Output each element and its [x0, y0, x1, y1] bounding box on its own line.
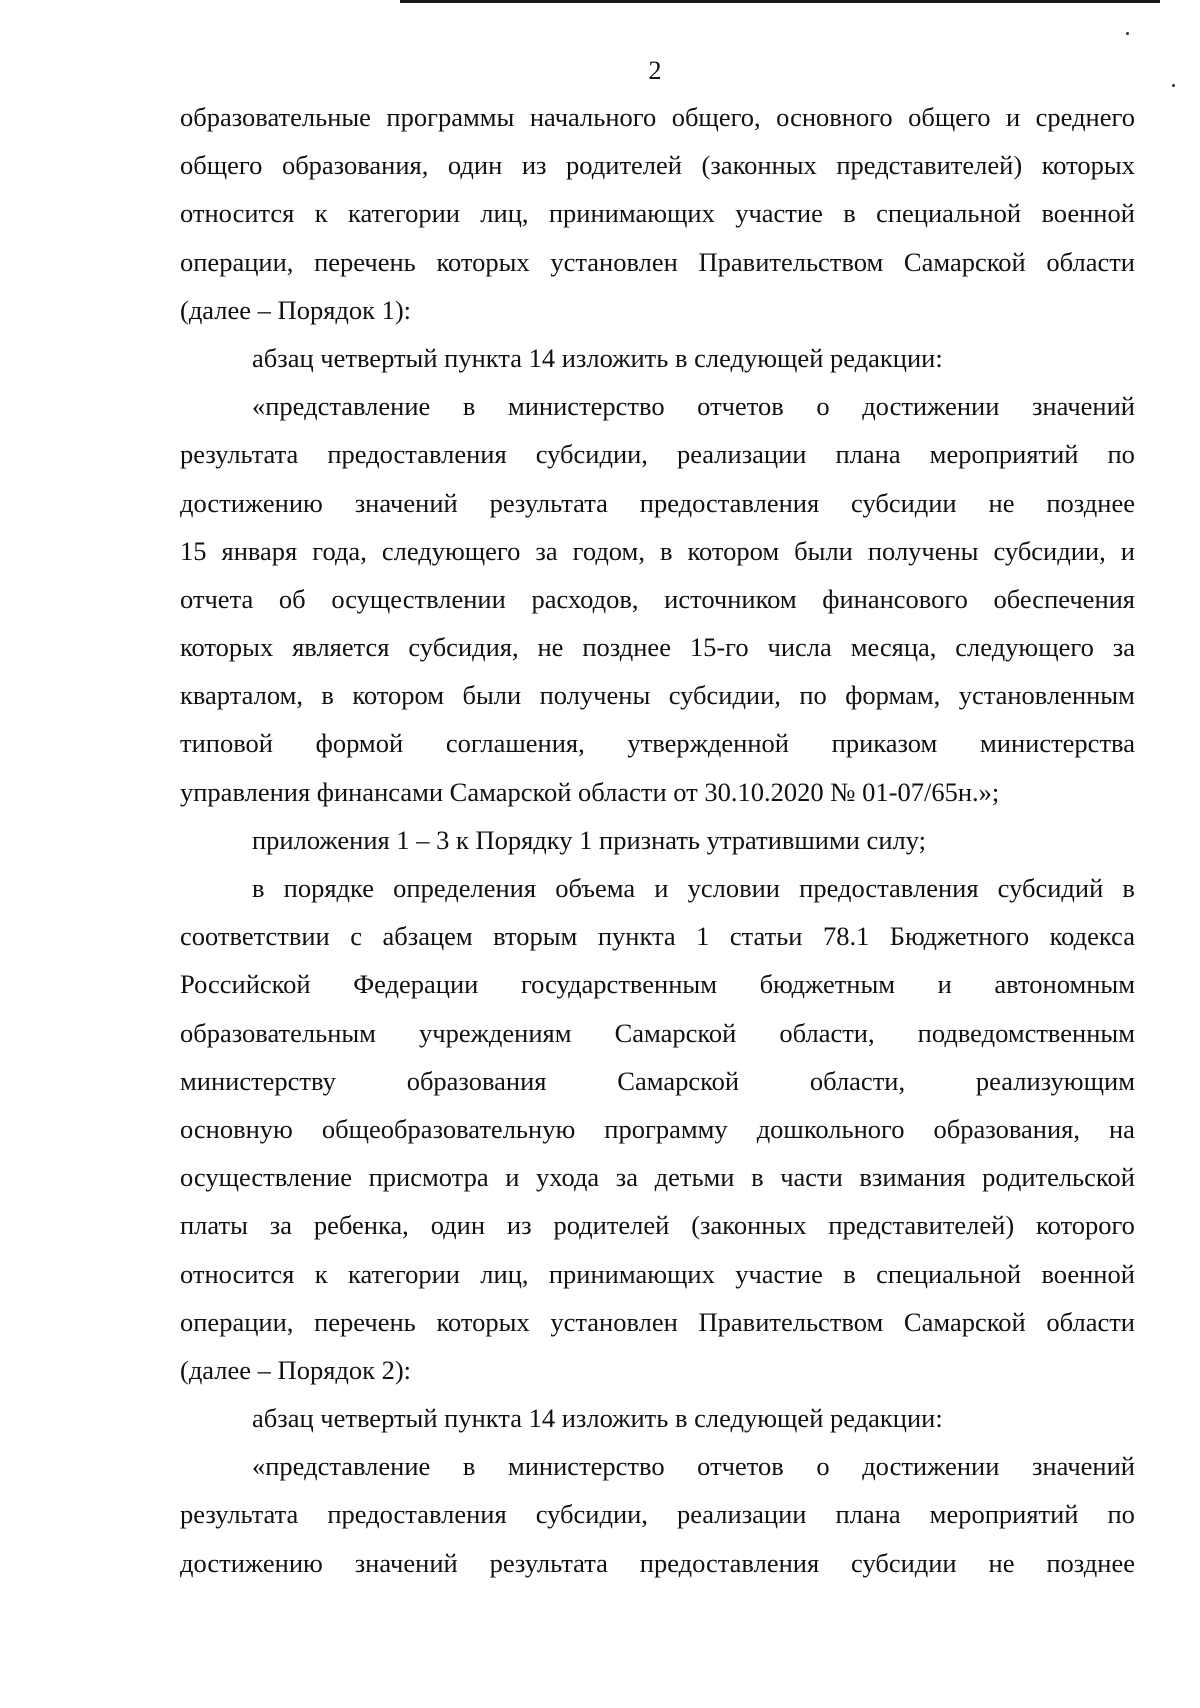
text-line: общего образования, один из родителей (законных представителей) которых [180, 150, 1135, 181]
text-line: абзац четвертый пункта 14 изложить в следующей редакции: [252, 1403, 943, 1434]
text-line: (далее – Порядок 1): [180, 294, 412, 325]
text-line: в порядке определения объема и условии предоставления субсидий в [252, 873, 1135, 903]
document-body [180, 93, 1135, 1587]
text-line: абзац четвертый пункта 14 изложить в следующей редакции: [252, 342, 943, 373]
text-line: образовательные программы начального общего, основного общего и среднего [180, 102, 1135, 132]
text-line: управления финансами Самарской области от 30.10.2020 № 01-07/65н.»; [180, 776, 1000, 807]
text-line: типовой формой соглашения, утвержденной приказом министерства [180, 728, 1135, 759]
text-line: операции, перечень которых установлен Правительством Самарской области [180, 246, 1135, 277]
text-line: Российской Федерации государственным бюджетным и автономным [180, 969, 1135, 1000]
text-line: операции, перечень которых установлен Правительством Самарской области [180, 1306, 1135, 1337]
text-line: достижению значений результата предоставления субсидии не позднее [180, 1547, 1135, 1578]
text-line: которых является субсидия, не позднее 15-го числа месяца, следующего за [180, 632, 1135, 663]
page-number: 2 [648, 56, 662, 85]
text-line: (далее – Порядок 2): [180, 1354, 412, 1385]
text-line: отчета об осуществлении расходов, источником финансового обеспечения [180, 583, 1135, 614]
scan-speck [1126, 32, 1129, 35]
text-line: кварталом, в котором были получены субсидии, по формам, установленным [180, 680, 1135, 711]
text-line: относится к категории лиц, принимающих участие в специальной военной [180, 198, 1135, 229]
text-line: достижению значений результата предоставления субсидии не позднее [180, 487, 1135, 518]
text-line: результата предоставления субсидии, реализации плана мероприятий по [180, 1499, 1135, 1530]
text-line: основную общеобразовательную программу дошкольного образования, на [180, 1113, 1135, 1144]
text-line: платы за ребенка, один из родителей (законных представителей) которого [180, 1210, 1135, 1241]
text-line: образовательным учреждениям Самарской области, подведомственным [180, 1017, 1135, 1048]
text-line: результата предоставления субсидии, реализации плана мероприятий по [180, 439, 1135, 470]
text-line: относится к категории лиц, принимающих участие в специальной военной [180, 1258, 1135, 1289]
text-line: 15 января года, следующего за годом, в котором были получены субсидии, и [180, 535, 1135, 566]
top-scan-rule [400, 0, 1160, 3]
text-line: соответствии с абзацем вторым пункта 1 статьи 78.1 Бюджетного кодекса [180, 921, 1135, 952]
text-line: приложения 1 – 3 к Порядку 1 признать утратившими силу; [252, 824, 926, 855]
text-line: «представление в министерство отчетов о достижении значений [252, 391, 1135, 422]
text-line: осуществление присмотра и ухода за детьми в части взимания родительской [180, 1162, 1135, 1193]
text-line: министерству образования Самарской области, реализующим [180, 1065, 1135, 1096]
text-line: «представление в министерство отчетов о достижении значений [252, 1451, 1135, 1482]
